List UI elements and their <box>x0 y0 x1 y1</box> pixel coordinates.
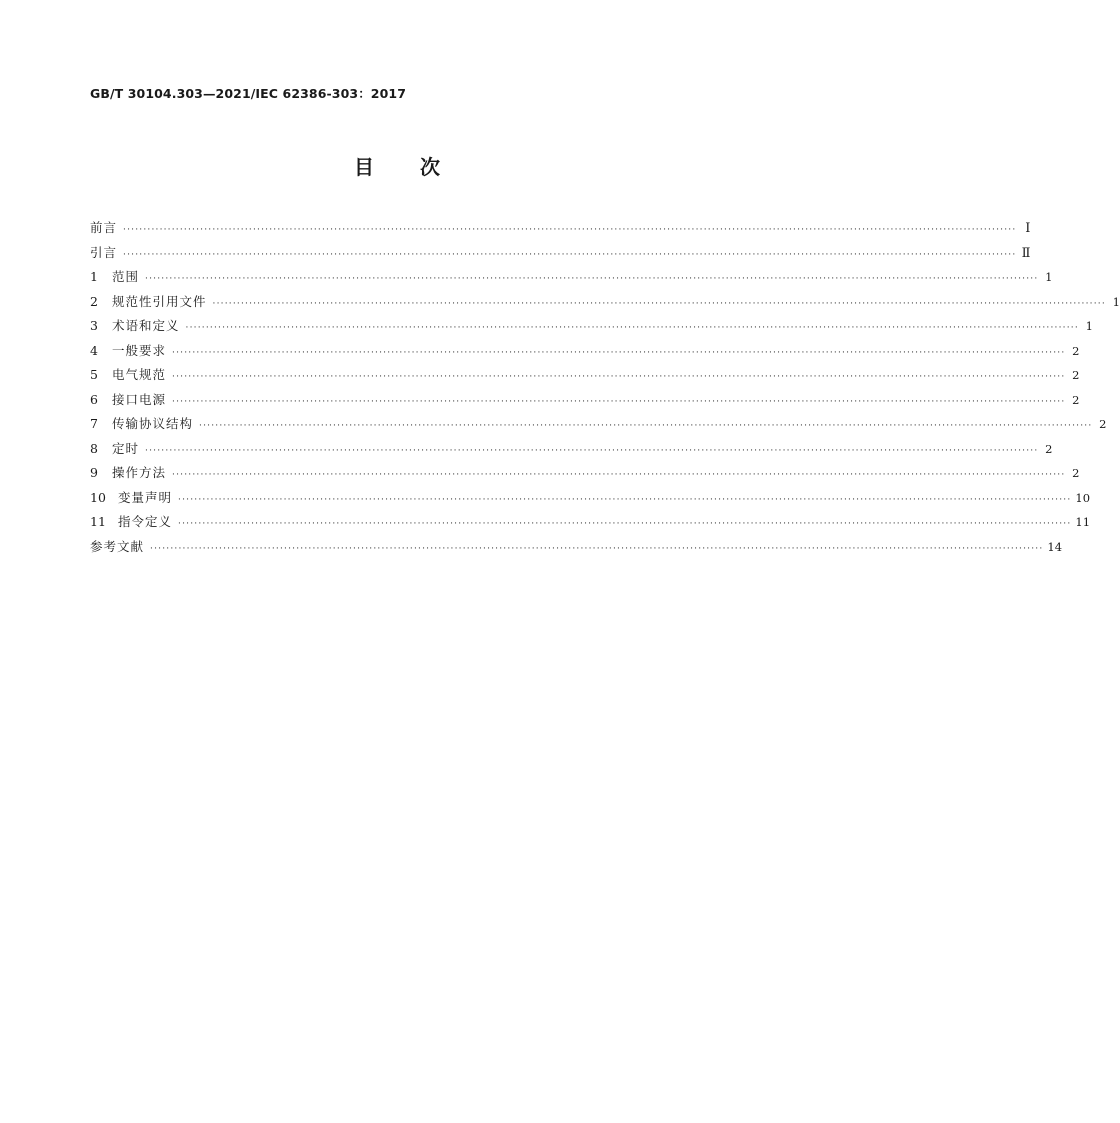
toc-entry-number: 11 <box>90 514 106 529</box>
toc-entry[interactable] <box>90 412 1107 437</box>
toc-leader-dots: ···························································································································································································································· <box>172 372 1066 382</box>
toc-entry-page-number: 11 <box>1075 515 1091 529</box>
toc-leader-dots: ···························································································································································································································· <box>145 274 1039 284</box>
toc-entry-page-number: 2 <box>1072 368 1080 382</box>
toc-entry-page-number: 2 <box>1045 441 1053 456</box>
title-char-right: 次 <box>420 155 440 179</box>
page-title <box>0 151 794 180</box>
toc-entry-page-number: 14 <box>1047 539 1063 554</box>
toc-entry-number: 3 <box>90 318 98 333</box>
toc-entry[interactable] <box>90 535 1063 560</box>
toc-entry-page-number: Ⅱ <box>1021 245 1031 261</box>
toc-entry-label: 前言 <box>90 220 118 235</box>
toc-leader-dots: ···························································································································································································································· <box>150 543 1044 554</box>
toc-entry-label: 操作方法 <box>112 465 167 480</box>
toc-entry-label: 定时 <box>112 440 140 456</box>
toc-entry-label: 术语和定义 <box>112 318 180 333</box>
toc-entry-page-number: 2 <box>1099 417 1107 431</box>
toc-entry-number: 4 <box>90 342 98 358</box>
toc-entry-number: 8 <box>90 440 98 456</box>
toc-leader-dots: ···························································································································································································································· <box>123 249 1017 260</box>
toc-entry-label: 规范性引用文件 <box>112 293 207 309</box>
toc-entry-number: 6 <box>90 391 98 407</box>
toc-entry[interactable] <box>90 510 1091 535</box>
toc-entry-label: 引言 <box>90 244 118 260</box>
toc-leader-dots: ···························································································································································································································· <box>178 494 1072 505</box>
toc-entry-page-number: 2 <box>1072 392 1080 407</box>
toc-leader-dots: ···························································································································································································································· <box>123 225 1017 235</box>
toc-entry-number: 5 <box>90 367 98 382</box>
toc-entry-label: 变量声明 <box>118 489 173 505</box>
toc-entry[interactable] <box>90 486 1091 511</box>
toc-entry-number: 2 <box>90 293 98 309</box>
table-of-contents <box>90 216 1120 559</box>
toc-entry-page-number: Ⅰ <box>1025 221 1031 236</box>
toc-entry-number: 7 <box>90 416 98 431</box>
toc-entry[interactable] <box>90 388 1080 413</box>
toc-entry-number: 10 <box>90 489 106 505</box>
toc-entry-label: 传输协议结构 <box>112 416 194 431</box>
toc-entry-label: 范围 <box>112 269 140 284</box>
toc-entry[interactable] <box>90 314 1093 339</box>
standard-number-header: GB/T 30104.303—2021/IEC 62386-303：2017 <box>90 86 406 101</box>
toc-leader-dots: ···························································································································································································································· <box>172 396 1066 407</box>
toc-entry-page-number: 10 <box>1075 490 1091 505</box>
toc-entry-label: 接口电源 <box>112 391 167 407</box>
toc-leader-dots: ···························································································································································································································· <box>178 519 1072 529</box>
toc-leader-dots: ···························································································································································································································· <box>199 421 1093 431</box>
toc-leader-dots: ···························································································································································································································· <box>172 470 1066 480</box>
toc-leader-dots: ···························································································································································································································· <box>172 347 1066 358</box>
toc-entry[interactable] <box>90 461 1080 486</box>
toc-entry-page-number: 2 <box>1072 343 1080 358</box>
toc-entry-number: 9 <box>90 465 98 480</box>
toc-entry[interactable] <box>90 437 1053 462</box>
toc-entry-page-number: 1 <box>1045 270 1053 284</box>
title-char-left: 目 <box>354 155 374 179</box>
toc-entry-page-number: 1 <box>1112 294 1120 309</box>
toc-entry-label: 参考文献 <box>90 538 145 554</box>
toc-entry-label: 电气规范 <box>112 367 167 382</box>
toc-entry-page-number: 1 <box>1085 319 1093 333</box>
toc-entry[interactable] <box>90 241 1031 266</box>
toc-leader-dots: ···························································································································································································································· <box>212 298 1106 309</box>
toc-entry[interactable] <box>90 265 1053 290</box>
toc-entry[interactable] <box>90 290 1120 315</box>
toc-entry-label: 一般要求 <box>112 342 167 358</box>
toc-leader-dots: ···························································································································································································································· <box>185 323 1079 333</box>
toc-entry[interactable] <box>90 339 1080 364</box>
toc-entry-page-number: 2 <box>1072 466 1080 480</box>
toc-entry[interactable] <box>90 216 1031 241</box>
toc-leader-dots: ···························································································································································································································· <box>145 445 1039 456</box>
toc-entry-number: 1 <box>90 269 98 284</box>
toc-entry-label: 指令定义 <box>118 514 173 529</box>
toc-entry[interactable] <box>90 363 1080 388</box>
